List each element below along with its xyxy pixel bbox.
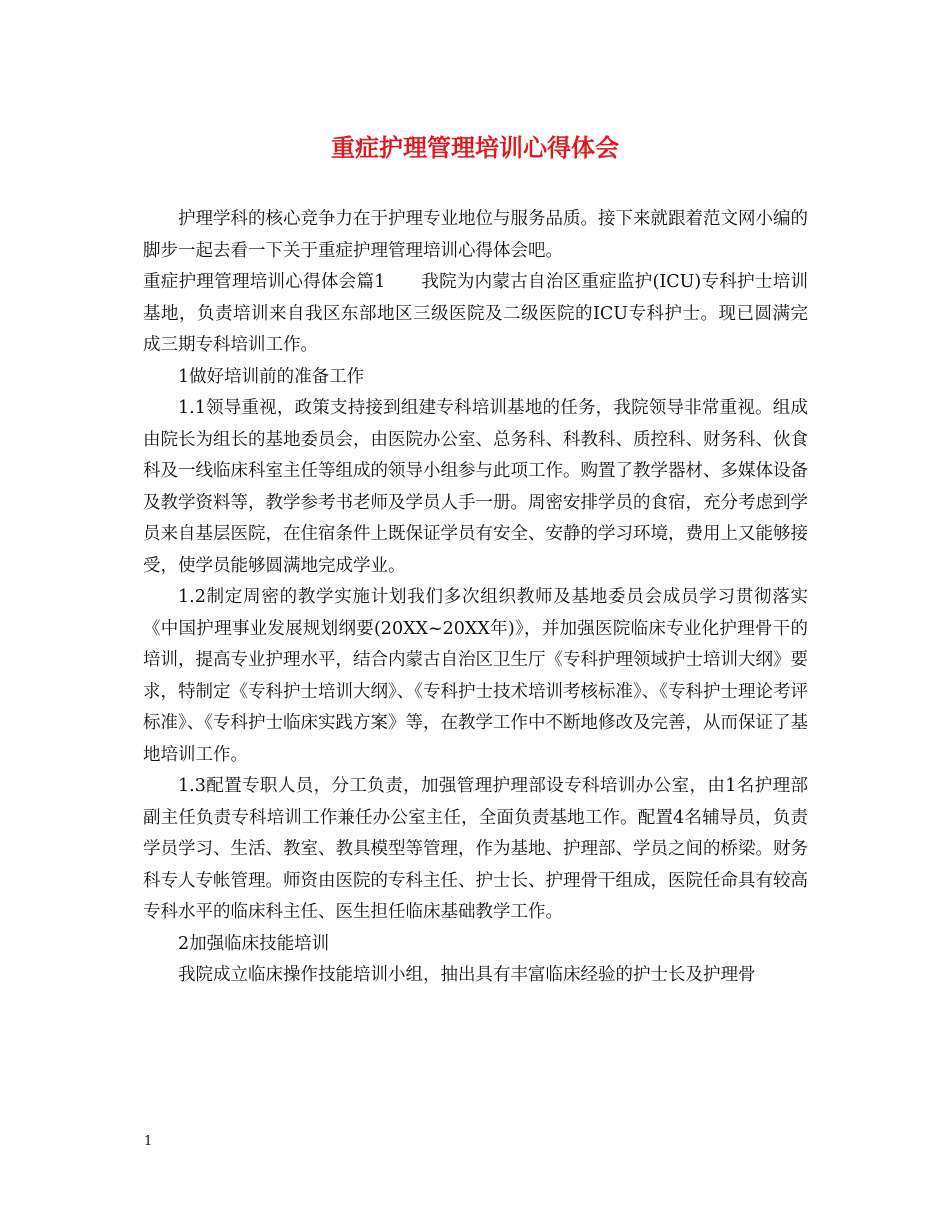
paragraph-heading-2: 2加强临床技能培训 — [178, 933, 330, 954]
paragraph-1-2: 1.2制定周密的教学实施计划我们多次组织教师及基地委员会成员学习贯彻落实《中国护理事业发展规划纲要(20XX~20XX年)》，并加强医院临床专业化护理骨干的培训，提高专业护理水平，结合内蒙古自治区卫生厅《专科护理领域护士培训大纲》要求，特制定《专科护士培训大纲》、《专科护士技术培训考核标准》、《专科护士理论考评标准》、《专科护士临床实践方案》等，在教学工作中不断地修改及完善，从而保证了基地培训工作。 — [143, 587, 808, 765]
document-title: 重症护理管理培训心得体会 — [331, 133, 619, 162]
paragraph-1-3: 1.3配置专职人员，分工负责，加强管理护理部设专科培训办公室，由1名护理部副主任负责专科培训工作兼任办公室主任，全面负责基地工作。配置4名辅导员，负责学员学习、生活、教室、教具模型等管理，作为基地、护理部、学员之间的桥梁。财务科专人专帐管理。师资由医院的专科主任、护士长、护理骨干组成，医院任命具有较高专科水平的临床科主任、医生担任临床基础教学工作。 — [143, 776, 808, 922]
paragraph-section-header: 重症护理管理培训心得体会篇1 我院为内蒙古自治区重症监护(ICU)专科护士培训基地，负责培训来自我区东部地区三级医院及二级医院的ICU专科护士。现已圆满完成三期专科培训工作。 — [143, 272, 808, 355]
paragraph-intro: 护理学科的核心竞争力在于护理专业地位与服务品质。接下来就跟着范文网小编的脚步一起去看一下关于重症护理管理培训心得体会吧。 — [143, 209, 808, 261]
paragraph-1-1: 1.1领导重视，政策支持接到组建专科培训基地的任务，我院领导非常重视。组成由院长为组长的基地委员会，由医院办公室、总务科、科教科、质控科、财务科、伙食科及一线临床科室主任等组成的领导小组参与此项工作。购置了教学器材、多媒体设备及教学资料等，教学参考书老师及学员人手一册。周密安排学员的食宿，充分考虑到学员来自基层医院，在住宿条件上既保证学员有安全、安静的学习环境，费用上又能够接受，使学员能够圆满地完成学业。 — [143, 398, 808, 576]
paragraph-2-body: 我院成立临床操作技能培训小组，抽出具有丰富临床经验的护士长及护理骨 — [178, 965, 756, 985]
page-number: 1 — [144, 1134, 153, 1149]
paragraph-heading-1: 1做好培训前的准备工作 — [178, 366, 365, 387]
document-body — [143, 204, 808, 992]
